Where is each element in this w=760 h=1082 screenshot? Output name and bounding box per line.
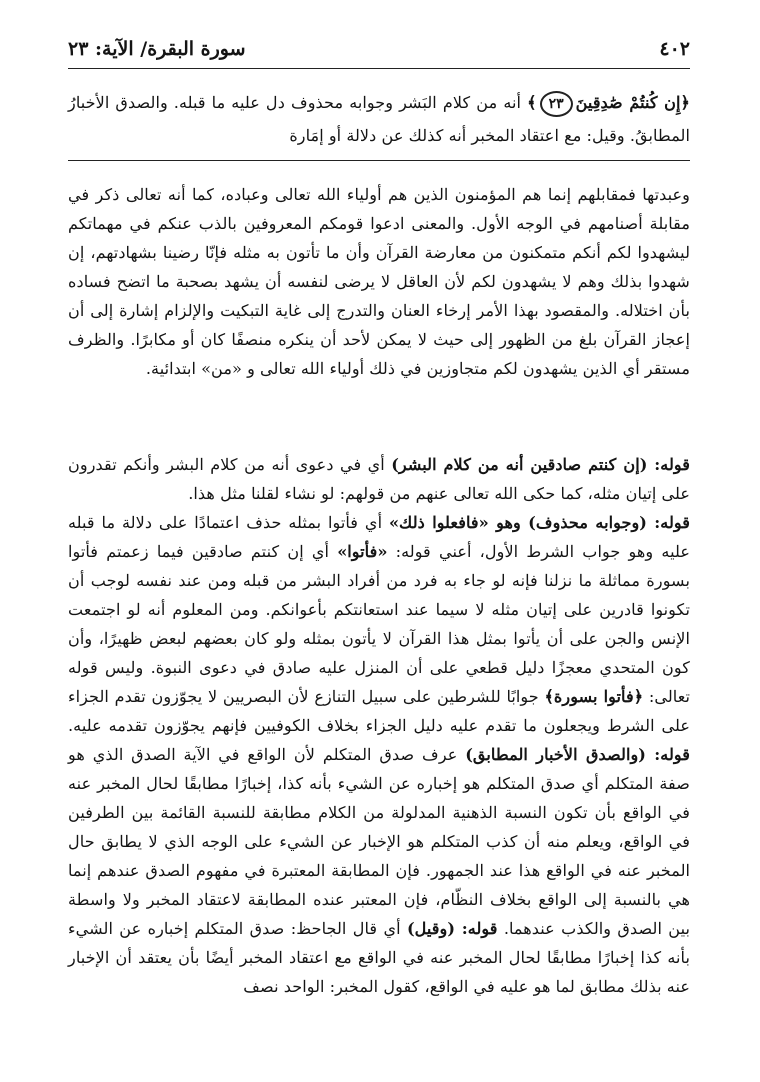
qawluh-label: قوله xyxy=(660,455,690,474)
page-number: ٤٠٢ xyxy=(659,38,690,60)
quoted-verse: ﴿فأتوا بسورة﴾ xyxy=(544,687,644,706)
quoted-phrase: : (والصدق الأخبار المطابق) xyxy=(465,745,661,764)
commentary-paragraph-2 xyxy=(68,508,690,1001)
quran-text: إِن كُنتُمْ صَٰدِقِينَ xyxy=(575,93,681,112)
qawluh-label: قوله xyxy=(660,513,690,532)
qawluh-label: قوله xyxy=(660,745,690,764)
ayah-number-marker: ٢٣ xyxy=(540,91,573,117)
qawluh-label: قوله xyxy=(467,919,498,938)
commentary-text: أي في دعوى أنه من كلام البشر وأنكم تقدرون على إتيان مثله، كما حكى الله تعالى عنهم من قولهم: لو نشاء لقلنا مثل هذا. xyxy=(68,455,690,503)
commentary-text: جوابًا للشرطين على سبيل التنازع لأن البصريين لا يجوّزون تقدم الجزاء على الشرط ويجعلون ما تقدم عليه دليل الجزاء بخلاف الكوفيين فإنهم يجوّزون تقدمه عليه. xyxy=(68,687,690,735)
quran-verse-block xyxy=(68,86,690,152)
running-title: سورة البقرة/ الآية: ٢٣ xyxy=(68,38,246,60)
quoted-phrase: : (وجوابه محذوف) وهو «فافعلوا ذلك» xyxy=(388,513,661,532)
bracket-open: ﴿ xyxy=(680,93,691,112)
quoted-phrase: : (إن كنتم صادقين أنه من كلام البشر) xyxy=(391,455,661,474)
section-divider xyxy=(68,160,690,161)
quoted-phrase: : (وقيل) xyxy=(406,919,468,938)
commentary-text: أي إن كنتم صادقين فيما زعمتم فأتوا بسورة مماثلة ما نزلنا فإنه لو جاء به فرد من أفراد البشر من قبله ومن عند نفسه لوجب أن تكونوا قادرين على إتيان مثله لا سيما عند استعانتكم بأعوانكم. ومن المعلوم أنه لو اجتمعت الإنس والجن على أن يأتوا بمثل هذا القرآن لا يأتون بمثله ولو كان بعضهم لبعض ظهيرًا، وأن كون المتحدي معجزًا دليل قطعي على أن المنزل عليه صادق في دعوى النبوة. وليس قوله تعالى: xyxy=(68,542,691,706)
quoted-phrase: «فأتوا» xyxy=(337,542,388,561)
page-header xyxy=(68,34,690,69)
verse-tafsir-text: أنه من كلام البَشر وجوابه محذوف دل عليه ما قبله. والصدق الأخبارُ المطابقُ. وقيل: مع اعتقاد المخبر أنه كذلك عن دلالة أو إمَارة xyxy=(68,93,690,145)
bracket-close: ﴾ xyxy=(527,93,537,112)
middle-paragraph xyxy=(68,180,690,383)
commentary-text: عرف صدق المتكلم لأن الواقع في الآية الصدق الذي هو صفة المتكلم أي صدق المتكلم هو إخباره عن الشيء بأنه كذا، إخبارًا مطابقًا لحال المخبر عنه في الواقع بأن تكون النسبة الذهنية المدلولة من الكلام مطابقة للنسبة القائمة بين الطرفين في الواقع، ويعلم منه أن كذب المتكلم هو الإخبار عن الشيء على الوجه الذي لا يطابق حال المخبر عنه في الواقع هذا عند الجمهور. فإن المطابقة المعتبرة في مفهوم الصدق عندهم إنما هي بالنسبة إلى الواقع بخلاف النظّام، فإن المعتبر عنده المطابقة لاعتقاد المخبر ولا واسطة بين الصدق والكذب عندهما. xyxy=(68,745,690,938)
middle-text: وعبدتها فمقابلهم إنما هم المؤمنون الذين هم أولياء الله تعالى وعباده، كما أنه تعالى ذكر في مقابلة أصنامهم في الوجه الأول. والمعنى ادعوا قومكم المعروفين بالذب عنكم في مهماتكم ليشهدوا لكم أنكم متمكنون من معارضة القرآن وأن ما تأتون به مثله فإنّا رضينا بشهادتهم، إن شهدوا بذلك وهم لا يشهدون لكم لأن العاقل لا يرضى لنفسه أن يشهد بصحبة ما اتضح فساده بأن اختلاله. والمقصود بهذا الأمر إرخاء العنان والتدرج إلى غاية التبكيت والإلزام إشارة إلى أن إعجاز القرآن بلغ من الظهور إلى حيث لا يمكن لأحد أن ينكره منصفًا كان أو مكابرًا. والظرف مستقر أي الذين يشهدون لكم متجاوزين في ذلك أولياء الله تعالى و «من» ابتدائية. xyxy=(68,185,690,378)
commentary-text: أي فأتوا بمثله حذف اعتمادًا على دلالة ما قبله عليه وهو جواب الشرط الأول، أعني قوله: xyxy=(68,513,690,561)
commentary-section xyxy=(68,450,690,1001)
commentary-text: أي قال الجاحظ: صدق المتكلم إخباره عن الشيء بأنه كذا إخبارًا مطابقًا لحال المخبر عنه في الواقع مع اعتقاد المخبر أيضًا بأن يعتقد أن الإخبار عنه بذلك مطابق لما هو عليه في الواقع، كقول المخبر: الواحد نصف xyxy=(68,919,690,996)
commentary-paragraph-1 xyxy=(68,450,690,508)
